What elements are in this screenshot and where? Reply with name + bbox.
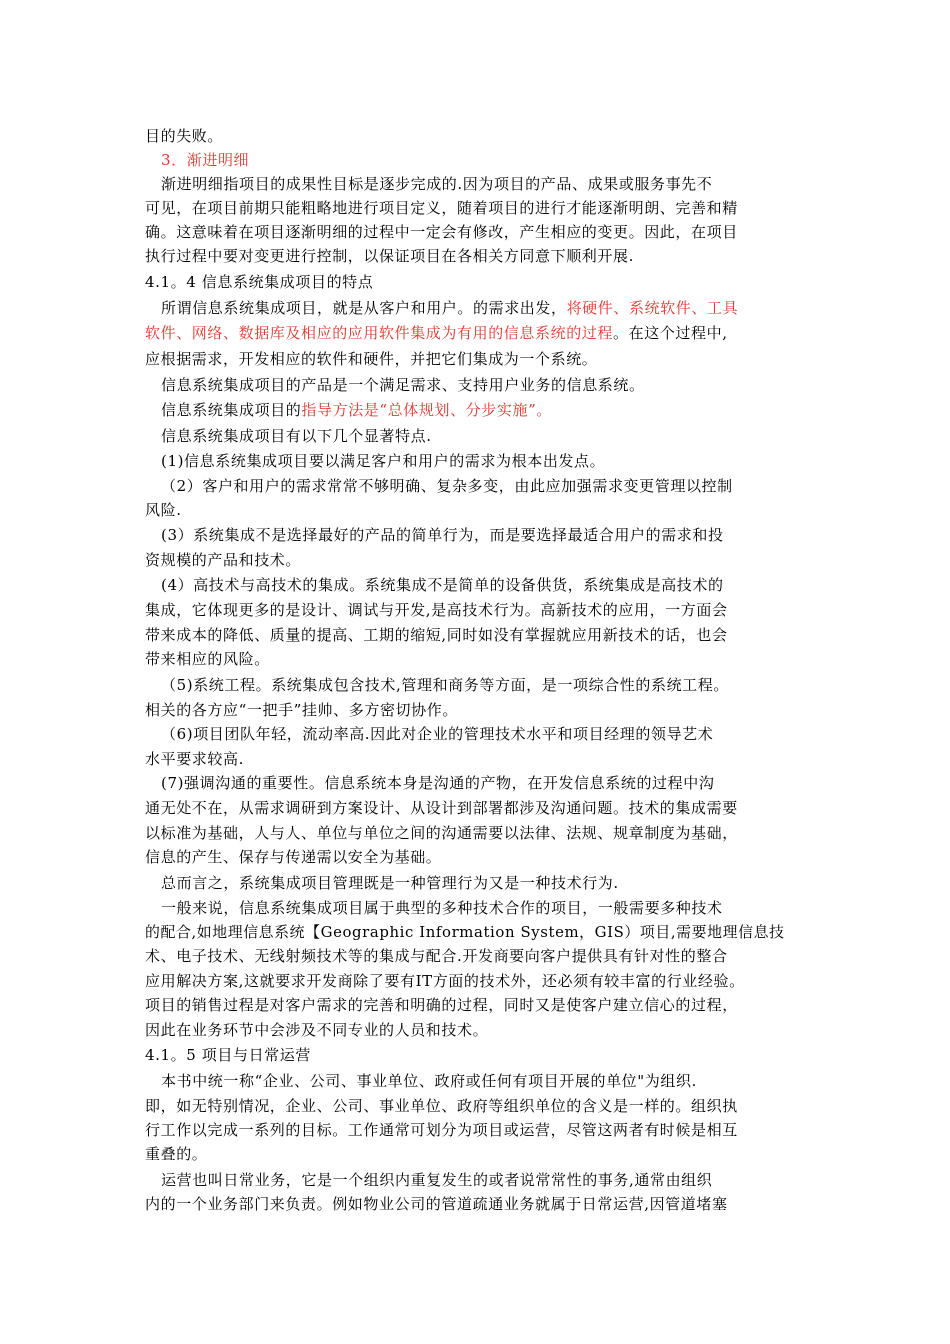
- text-line: 带来成本的降低、质量的提高、工期的缩短,同时如没有掌握就应用新技术的话，也会: [145, 626, 728, 644]
- text-line: 内的一个业务部门来负责。例如物业公司的管道疏通业务就属于日常运营,因管道堵塞: [145, 1195, 728, 1213]
- list-item: （2）客户和用户的需求常常不够明确、复杂多变，由此应加强需求变更管理以控制: [161, 477, 733, 495]
- text-line: 信息的产生、保存与传递需以安全为基础。: [145, 848, 442, 866]
- text-line: 通无处不在，从需求调研到方案设计、从设计到部署都涉及沟通问题。技术的集成需要: [145, 799, 738, 817]
- text-line: 目的失败。: [145, 127, 224, 145]
- text-line: 水平要求较高.: [145, 750, 244, 768]
- highlight-text: 将硬件、系统软件、工具: [566, 299, 739, 317]
- highlight-text: 软件、网络、数据库及相应的应用软件集成为有用的信息系统的过程: [145, 324, 614, 342]
- section-heading: 4.1。5 项目与日常运营: [145, 1046, 311, 1064]
- text-line: 即，如无特别情况，企业、公司、事业单位、政府等组织单位的含义是一样的。组织执: [145, 1097, 738, 1115]
- text-line: 总而言之，系统集成项目管理既是一种管理行为又是一种技术行为.: [161, 874, 619, 892]
- text-line: 重叠的。: [145, 1145, 208, 1163]
- text-line: 带来相应的风险。: [145, 650, 270, 668]
- text-line: 应根据需求，开发相应的软件和硬件，并把它们集成为一个系统。: [145, 350, 598, 368]
- list-item: (4）高技术与高技术的集成。系统集成不是简单的设备供货，系统集成是高技术的: [161, 576, 724, 594]
- highlight-text: 指导方法是“总体规划、分步实施”。: [301, 401, 552, 419]
- text-line: 风险.: [145, 501, 182, 519]
- list-item: （6)项目团队年轻，流动率高.因此对企业的管理技术水平和项目经理的领导艺术: [161, 725, 714, 743]
- text-line: [145, 321, 728, 345]
- text-line: 因此在业务环节中会涉及不同专业的人员和技术。: [145, 1021, 489, 1039]
- text-line: 资规模的产品和技术。: [145, 551, 302, 569]
- text-line: 执行过程中要对变更进行控制，以保证项目在各相关方同意下顺利开展.: [145, 247, 634, 265]
- text-line: 可见，在项目前期只能粗略地进行项目定义，随着项目的进行才能逐渐明朗、完善和精: [145, 199, 738, 217]
- text-line: 相关的各方应“一把手”挂帅、多方密切协作。: [145, 701, 458, 719]
- text-segment: 所谓信息系统集成项目，就是从客户和用户。的需求出发，: [161, 299, 567, 317]
- text-line: 的配合,如地理信息系统【Geographic Information System，GIS）项目,需要地理信息技: [145, 923, 785, 941]
- text-line: 以标准为基础，人与人、单位与单位之间的沟通需要以法律、法规、规章制度为基础，: [145, 824, 738, 842]
- text-segment: 信息系统集成项目的: [161, 401, 302, 419]
- text-line: [161, 296, 738, 320]
- text-line: 集成，它体现更多的是设计、调试与开发,是高技术行为。高新技术的应用，一方面会: [145, 601, 728, 619]
- text-line: 一般来说，信息系统集成项目属于典型的多种技术合作的项目，一般需要多种技术: [161, 899, 723, 917]
- text-line: 运营也叫日常业务，它是一个组织内重复发生的或者说常常性的事务,通常由组织: [161, 1171, 713, 1189]
- list-item: （5)系统工程。系统集成包含技术,管理和商务等方面，是一项综合性的系统工程。: [161, 676, 729, 694]
- section-heading: 3．渐进明细: [161, 151, 250, 169]
- text-line: 行工作以完成一系列的目标。工作通常可划分为项目或运营，尽管这两者有时候是相互: [145, 1121, 738, 1139]
- text-line: 项目的销售过程是对客户需求的完善和明确的过程，同时又是使客户建立信心的过程，: [145, 996, 738, 1014]
- list-item: (3）系统集成不是选择最好的产品的简单行为，而是要选择最适合用户的需求和投: [161, 526, 724, 544]
- text-line: 信息系统集成项目有以下几个显著特点.: [161, 427, 432, 445]
- text-line: 本书中统一称“企业、公司、事业单位、政府或任何有项目开展的单位"为组织.: [161, 1072, 697, 1090]
- text-line: 应用解决方案,这就要求开发商除了要有IT方面的技术外，还必须有较丰富的行业经验。: [145, 972, 745, 990]
- list-item: (7)强调沟通的重要性。信息系统本身是沟通的产物，在开发信息系统的过程中沟: [161, 774, 715, 792]
- text-line: 信息系统集成项目的产品是一个满足需求、支持用户业务的信息系统。: [161, 376, 645, 394]
- text-segment: 。在这个过程中,: [613, 324, 728, 342]
- list-item: (1)信息系统集成项目要以满足客户和用户的需求为根本出发点。: [161, 452, 606, 470]
- text-line: 术、电子技术、无线射频技术等的集成与配合.开发商要向客户提供具有针对性的整合: [145, 947, 728, 965]
- text-line: 渐进明细指项目的成果性目标是逐步完成的.因为项目的产品、成果或服务事先不: [161, 175, 713, 193]
- text-line: 确。这意味着在项目逐渐明细的过程中一定会有修改，产生相应的变更。因此，在项目: [145, 223, 738, 241]
- text-line: [161, 398, 552, 422]
- section-heading: 4.1。4 信息系统集成项目的特点: [145, 273, 374, 291]
